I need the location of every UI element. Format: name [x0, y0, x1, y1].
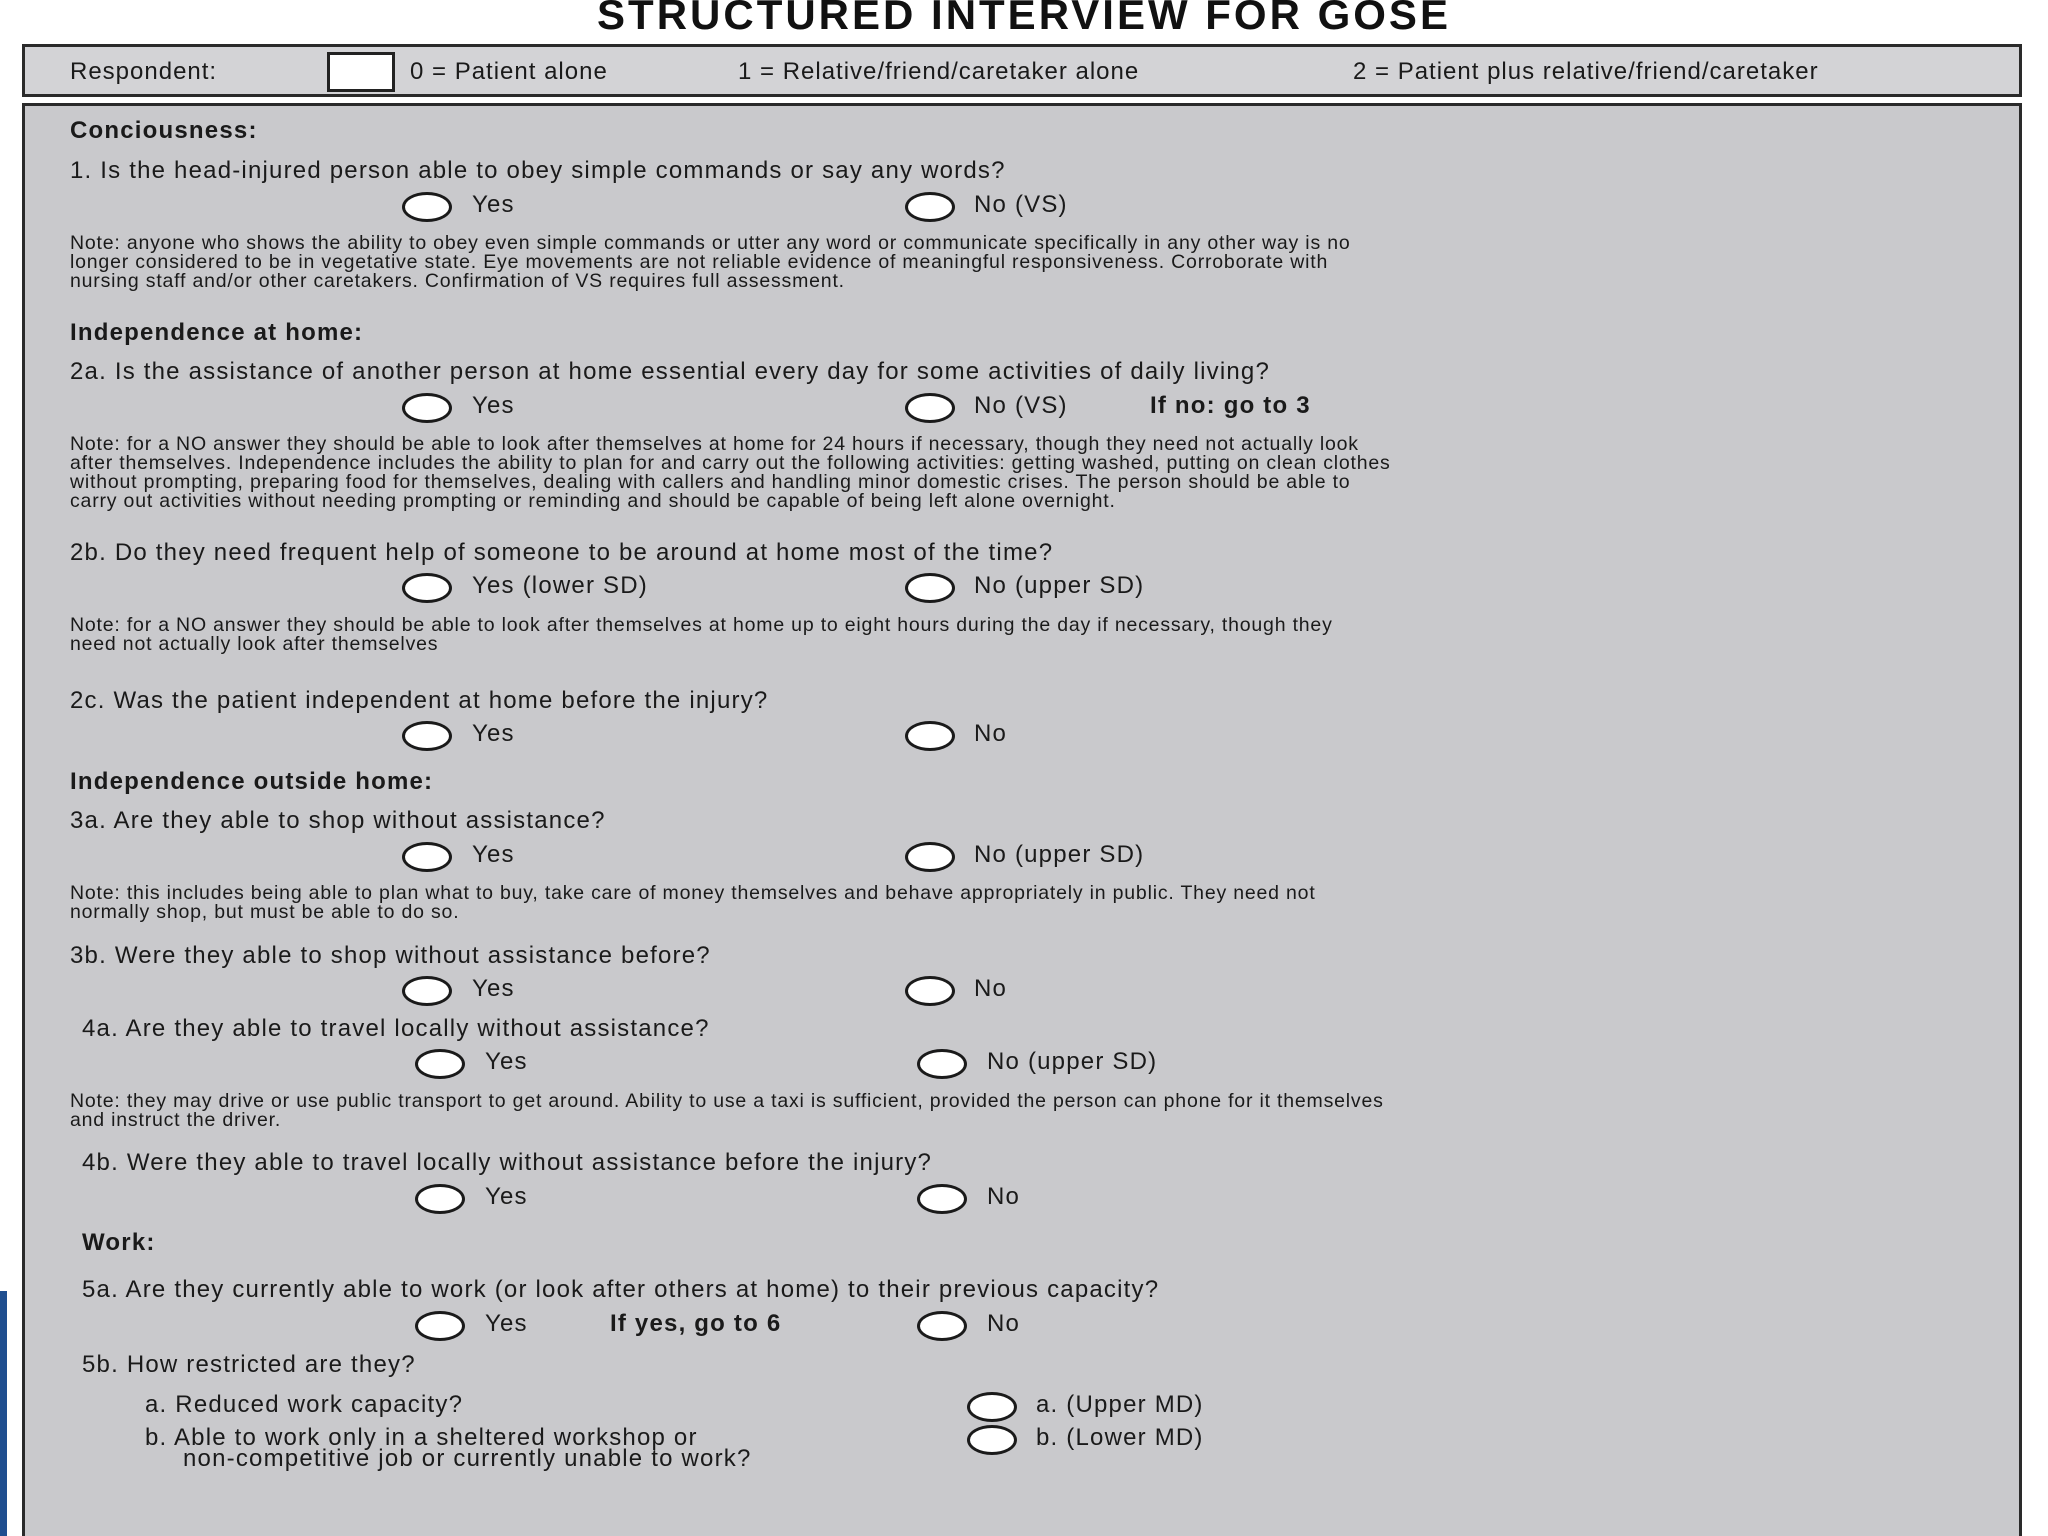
q3a-text: 3a. Are they able to shop without assistance? — [70, 807, 606, 834]
q3a-note-line-1: Note: this includes being able to plan what to buy, take care of money themselves and behave appropriately in public. They need not — [70, 882, 1316, 904]
q5a-yes-label: Yes — [485, 1310, 528, 1337]
q1-no-label: No (VS) — [974, 191, 1068, 218]
q2b-no-radio[interactable] — [905, 573, 955, 603]
q5a-text: 5a. Are they currently able to work (or look after others at home) to their previous capacity? — [82, 1276, 1160, 1303]
section-home: Independence at home: — [70, 319, 364, 346]
q1-note-line-2: longer considered to be in vegetative state. Eye movements are not reliable evidence of meaningful responsiveness. Corroborate with — [70, 251, 1329, 273]
q5b-b-text-line-2: non-competitive job or currently unable to work? — [183, 1445, 752, 1472]
q1-text: 1. Is the head-injured person able to obey simple commands or say any words? — [70, 157, 1006, 184]
q2a-yes-label: Yes — [472, 392, 515, 419]
q3a-no-radio[interactable] — [905, 842, 955, 872]
q2a-note-line-3: without prompting, preparing food for themselves, dealing with callers and handling minor domestic crises. The person should be able to — [70, 471, 1351, 493]
q2a-note-line-1: Note: for a NO answer they should be able to look after themselves at home for 24 hours if necessary, though they need not actually look — [70, 433, 1359, 455]
q5a-no-label: No — [987, 1310, 1021, 1337]
q2a-yes-radio[interactable] — [402, 393, 452, 423]
q4b-no-radio[interactable] — [917, 1184, 967, 1214]
q2a-no-radio[interactable] — [905, 393, 955, 423]
q5b-b-option: b. (Lower MD) — [1036, 1424, 1204, 1451]
q4b-no-label: No — [987, 1183, 1021, 1210]
q2b-yes-radio[interactable] — [402, 573, 452, 603]
q4a-note-line-1: Note: they may drive or use public transport to get around. Ability to use a taxi is sufficient, provided the person can phone for it themselves — [70, 1090, 1384, 1112]
q4a-yes-radio[interactable] — [415, 1049, 465, 1079]
q3a-no-label: No (upper SD) — [974, 841, 1145, 868]
q4b-text: 4b. Were they able to travel locally without assistance before the injury? — [82, 1149, 933, 1176]
q3a-note-line-2: normally shop, but must be able to do so. — [70, 901, 460, 923]
section-outside: Independence outside home: — [70, 768, 434, 795]
q4a-text: 4a. Are they able to travel locally without assistance? — [82, 1015, 710, 1042]
q2b-note-line-2: need not actually look after themselves — [70, 633, 439, 655]
q2b-no-label: No (upper SD) — [974, 572, 1145, 599]
q1-no-radio[interactable] — [905, 192, 955, 222]
q3b-text: 3b. Were they able to shop without assistance before? — [70, 942, 711, 969]
q1-note-line-3: nursing staff and/or other caretakers. Confirmation of VS requires full assessment. — [70, 270, 845, 292]
q1-yes-label: Yes — [472, 191, 515, 218]
section-consciousness: Conciousness: — [70, 117, 258, 144]
q2b-note-line-1: Note: for a NO answer they should be able to look after themselves at home up to eight hours during the day if necessary, though they — [70, 614, 1333, 636]
q2c-no-label: No — [974, 720, 1008, 747]
q2a-note-line-2: after themselves. Independence includes the ability to plan for and carry out the following activities: getting washed, putting on clean clothes — [70, 452, 1391, 474]
q3b-yes-radio[interactable] — [402, 976, 452, 1006]
q2b-text: 2b. Do they need frequent help of someone to be around at home most of the time? — [70, 539, 1054, 566]
q3a-yes-radio[interactable] — [402, 842, 452, 872]
q4b-yes-label: Yes — [485, 1183, 528, 1210]
q3b-no-radio[interactable] — [905, 976, 955, 1006]
q5a-skip-instruction: If yes, go to 6 — [610, 1310, 782, 1337]
q2b-yes-label: Yes (lower SD) — [472, 572, 648, 599]
q4a-yes-label: Yes — [485, 1048, 528, 1075]
q3b-yes-label: Yes — [472, 975, 515, 1002]
q2a-text: 2a. Is the assistance of another person at home essential every day for some activities of daily living? — [70, 358, 1271, 385]
q5a-no-radio[interactable] — [917, 1311, 967, 1341]
section-work: Work: — [82, 1229, 156, 1256]
q5b-b-radio[interactable] — [967, 1425, 1017, 1455]
q2a-no-label: No (VS) — [974, 392, 1068, 419]
q3a-yes-label: Yes — [472, 841, 515, 868]
q2c-text: 2c. Was the patient independent at home before the injury? — [70, 687, 769, 714]
q4a-no-radio[interactable] — [917, 1049, 967, 1079]
respondent-option-1: 1 = Relative/friend/caretaker alone — [738, 58, 1140, 85]
q2a-note-line-4: carry out activities without needing prompting or reminding and should be capable of being left alone overnight. — [70, 490, 1116, 512]
q4a-note-line-2: and instruct the driver. — [70, 1109, 282, 1131]
left-edge-accent-strip — [0, 1291, 7, 1536]
q5b-a-option: a. (Upper MD) — [1036, 1391, 1204, 1418]
q5b-text: 5b. How restricted are they? — [82, 1351, 416, 1378]
q4b-yes-radio[interactable] — [415, 1184, 465, 1214]
q1-note-line-1: Note: anyone who shows the ability to obey even simple commands or utter any word or communicate specifically in any other way is no — [70, 232, 1351, 254]
q2c-yes-label: Yes — [472, 720, 515, 747]
respondent-code-box[interactable] — [327, 52, 395, 92]
form-title: STRUCTURED INTERVIEW FOR GOSE — [597, 0, 1451, 38]
q3b-no-label: No — [974, 975, 1008, 1002]
q4a-no-label: No (upper SD) — [987, 1048, 1158, 1075]
respondent-bar — [22, 44, 2022, 97]
q2c-no-radio[interactable] — [905, 721, 955, 751]
q5a-yes-radio[interactable] — [415, 1311, 465, 1341]
q5b-a-text: a. Reduced work capacity? — [145, 1391, 464, 1418]
q2c-yes-radio[interactable] — [402, 721, 452, 751]
q5b-b-text-line-1: b. Able to work only in a sheltered workshop or — [145, 1424, 698, 1451]
respondent-option-0: 0 = Patient alone — [410, 58, 608, 85]
q5b-a-radio[interactable] — [967, 1392, 1017, 1422]
respondent-option-2: 2 = Patient plus relative/friend/caretaker — [1353, 58, 1819, 85]
q2a-skip-instruction: If no: go to 3 — [1150, 392, 1311, 419]
q1-yes-radio[interactable] — [402, 192, 452, 222]
respondent-label: Respondent: — [70, 58, 218, 85]
